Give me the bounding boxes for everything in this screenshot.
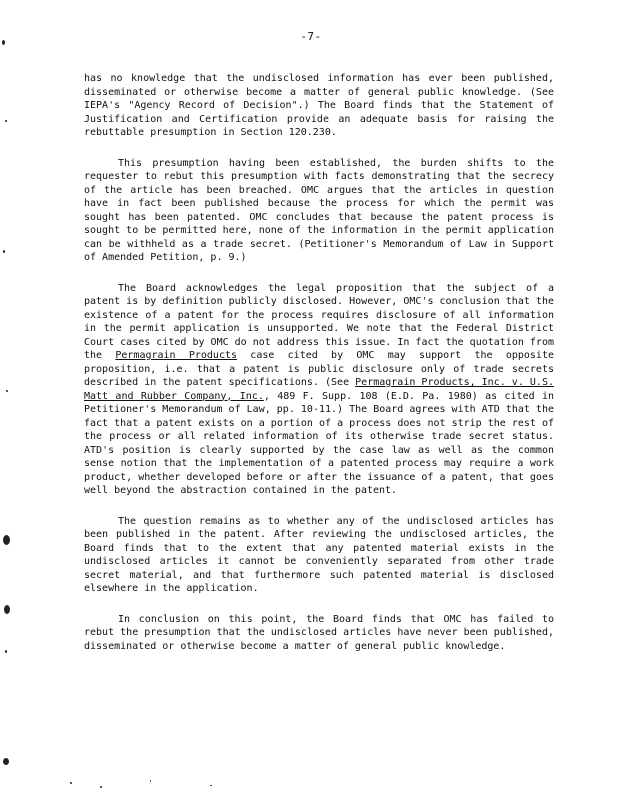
text-run: , 489 F. Supp. 108 (E.D. Pa. 1980) as cited in Petitioner's Memorandum of Law, pp. 10-11.) The Board agrees with ATD that the fact that a patent exists on a portion of a process does not strip the rest of the process or all related information of its otherwise trade secret status. ATD's position is clearly supported by the case law as well as the common sense notion that the implementation of a patented process may require a work product, whether developed before or after the issuance of a patent, that goes well beyond the abstraction contained in the patent. [84,390,554,496]
paragraph-continuation: has no knowledge that the undisclosed information has ever been published, disseminated or otherwise become a matter of general public knowledge. (See IEPA's "Agency Record of Decision".) The Board finds that the Statement of Justification and Certification provide an adequate basis for raising the rebuttable presumption in Section 120.230. [84,73,554,138]
paragraph-presumption: This presumption having been established, the burden shifts to the requester to rebut this presumption with facts demonstrating that the secrecy of the article has been breached. OMC argues that the articles in question have in fact been published because the process for which the permit was sought has been patented. OMC concludes that because the patent process is sought to be permitted here, none of the information in the permit application can be withheld as a trade secret. (Petitioner's Memorandum of Law in Support of Amended Petition, p. 9.) [84,157,554,263]
document-body [84,72,554,670]
case-citation-full: Permagrain Products, Inc. v. U.S. Matt and Rubber Company, Inc. [84,377,554,402]
scan-edge-marks [0,0,14,800]
paragraph-patent-disclosure [84,282,554,498]
scan-bottom-noise [60,776,320,796]
case-citation-short: Permagrain Products [115,350,238,361]
page-number: -7- [300,30,322,43]
text-run: case cited by OMC may support the opposite proposition, i.e. that a patent is public disclosure only of trade secrets described in the patent specifications. (See [84,350,554,388]
paragraph-conclusion: In conclusion on this point, the Board finds that OMC has failed to rebut the presumption that the undisclosed articles have never been published, disseminated or otherwise become a matter of general public knowledge. [84,613,554,652]
paragraph-question-remains: The question remains as to whether any of the undisclosed articles has been published in the patent. After reviewing the undisclosed articles, the Board finds that to the extent that any patented material exists in the undisclosed articles it cannot be conveniently separated from other trade secret material, and that furthermore such patented material is disclosed elsewhere in the application. [84,515,554,594]
text-run: The Board acknowledges the legal proposition that the subject of a patent is by definition publicly disclosed. However, OMC's conclusion that the existence of a patent for the process requires disclosure of all information in the permit application is unsupported. We note that the Federal District Court cases cited by OMC do not address this issue. In fact the quotation from the [84,282,554,361]
